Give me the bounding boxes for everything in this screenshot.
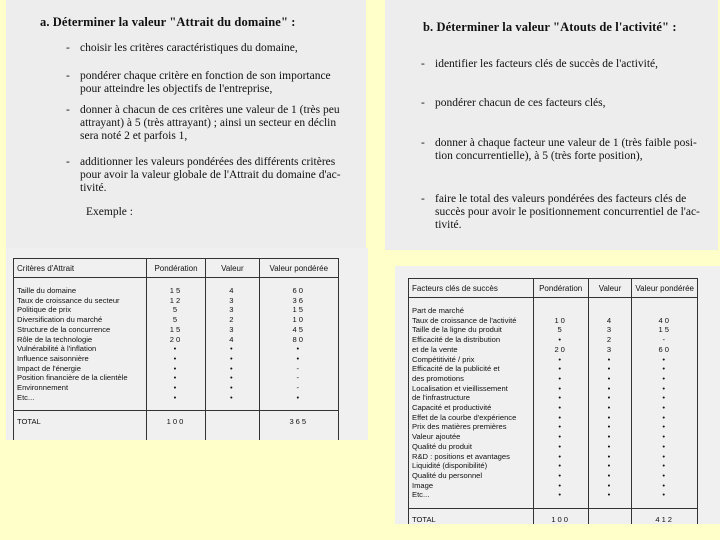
value-cell: • [146,354,205,364]
value-cell: 80 [259,335,338,345]
value-cell: • [632,490,698,500]
value-cell: • [588,374,632,384]
bullet-line: sera noté 2 et parfois 1, [80,130,188,142]
table-row [409,374,698,384]
value-cell: • [632,432,698,442]
value-cell: 36 [259,296,338,306]
bullet-line: pour atteindre les objectifs de l'entreprise, [80,83,273,95]
bullet-text [435,193,700,232]
bullet-text [80,104,340,143]
right-heading: b. Déterminer la valeur "Atouts de l'activité" : [423,20,677,34]
column-header: Valeur [206,259,259,278]
value-cell: 5 [146,305,205,315]
criterion-cell: Capacité et productivité [409,403,534,413]
table-row [409,355,698,365]
table-row [409,442,698,452]
value-cell: • [533,422,588,432]
criterion-cell: Diversification du marché [14,315,147,325]
table-row [409,452,698,462]
value-cell: • [588,442,632,452]
criterion-cell: Etc... [14,393,147,403]
value-cell: 4 [206,286,259,296]
bullet-dash: - [66,156,70,168]
value-cell: 45 [259,325,338,335]
total-row [14,411,339,440]
bullet-line: tivité. [435,219,462,231]
value-cell: • [632,452,698,462]
table-row [409,432,698,442]
value-cell: • [632,384,698,394]
value-cell: • [632,364,698,374]
column-header: Valeur pondérée [259,259,338,278]
bullet-dash: - [421,137,425,149]
bullet-dash: - [66,104,70,116]
table-row [409,481,698,491]
bullet-dash: - [421,97,425,109]
value-cell: • [146,383,205,393]
criterion-cell: Rôle de la technologie [14,335,147,345]
value-cell: • [632,442,698,452]
table-row [409,345,698,355]
value-cell: 3 [588,345,632,355]
table-row [409,461,698,471]
table-row [14,354,339,364]
value-cell: • [533,481,588,491]
value-cell: 10 [533,316,588,326]
value-cell: • [533,490,588,500]
spacer-cell [14,402,147,411]
bullet-line: pondérer chacun de ces facteurs clés, [435,97,606,109]
value-cell: 60 [259,286,338,296]
attrait-table [13,258,339,440]
criterion-cell: Vulnérabilité à l'inflation [14,344,147,354]
criterion-cell: R&D : positions et avantages [409,452,534,462]
bullet-text [435,137,697,163]
bullet-text [435,58,658,71]
value-cell: • [533,384,588,394]
value-cell: - [259,364,338,374]
spacer-cell [632,500,698,509]
total-value: 100 [533,509,588,524]
value-cell: • [588,364,632,374]
value-cell [632,306,698,316]
spacer-cell [146,402,205,411]
table-row [409,384,698,394]
value-cell: 15 [632,325,698,335]
value-cell: • [588,355,632,365]
table-row [409,490,698,500]
value-cell: • [146,393,205,403]
criterion-cell: Efficacité de la publicité et [409,364,534,374]
bullet-line: tivité. [80,182,107,194]
value-cell: • [146,364,205,374]
criterion-cell: Politique de prix [14,305,147,315]
value-cell: • [206,354,259,364]
value-cell: • [533,374,588,384]
total-label: TOTAL [14,411,147,440]
bullet-text [80,70,331,96]
value-cell: • [632,413,698,423]
table-row [14,315,339,325]
value-cell: • [533,335,588,345]
value-cell: • [588,490,632,500]
value-cell: • [206,393,259,403]
value-cell: • [632,422,698,432]
bullet-line: donner à chaque facteur une valeur de 1 (très faible posi- [435,137,697,149]
value-cell: - [632,335,698,345]
table-row [409,471,698,481]
criterion-cell: Position financière de la clientèle [14,373,147,383]
value-cell [533,306,588,316]
value-cell: 5 [146,315,205,325]
spacer-cell [259,402,338,411]
value-cell: • [533,413,588,423]
spacer-cell [409,500,534,509]
value-cell: • [533,364,588,374]
value-cell: • [533,471,588,481]
spacer-cell [533,500,588,509]
value-cell: • [533,393,588,403]
value-cell: 60 [632,345,698,355]
value-cell: • [259,393,338,403]
criterion-cell: Structure de la concurrence [14,325,147,335]
value-cell: 15 [146,286,205,296]
total-row [409,509,698,524]
total-value [206,411,259,440]
value-cell: 2 [206,315,259,325]
bullet-line: faire le total des valeurs pondérées des facteurs clés de [435,193,687,205]
criterion-cell: Efficacité de la distribution [409,335,534,345]
right-page [385,0,718,250]
column-header: Valeur pondérée [632,279,698,298]
value-cell: • [632,374,698,384]
column-header: Pondération [146,259,205,278]
value-cell: • [588,413,632,423]
table-row [14,383,339,393]
value-cell: • [259,344,338,354]
value-cell: • [588,422,632,432]
table-row [14,335,339,345]
criterion-cell: Effet de la courbe d'expérience [409,413,534,423]
bullet-dash: - [66,70,70,82]
bullet-line: attrayant) à 5 (très attrayant) ; ainsi un secteur en déclin [80,117,337,129]
bullet-line: donner à chacun de ces critères une valeur de 1 (très peu [80,104,340,116]
value-cell: • [588,393,632,403]
table-row [14,344,339,354]
value-cell: - [259,373,338,383]
bullet-line: choisir les critères caractéristiques du domaine, [80,42,298,54]
table-row [409,393,698,403]
bullet-line: pondérer chaque critère en fonction de son importance [80,70,331,82]
left-heading: a. Déterminer la valeur "Attrait du domaine" : [40,15,296,29]
table-row [409,413,698,423]
bullet-line: pour avoir la valeur globale de l'Attrait du domaine d'ac- [80,169,341,181]
value-cell: 15 [259,305,338,315]
column-header: Pondération [533,279,588,298]
column-header: Critères d'Attrait [14,259,147,278]
value-cell: • [146,373,205,383]
spacer-cell [588,500,632,509]
value-cell: • [206,344,259,354]
criterion-cell: Qualité du produit [409,442,534,452]
table-row [14,393,339,403]
bullet-line: additionner les valeurs pondérées des différents critères [80,156,336,168]
spacer-cell [409,298,534,307]
column-header: Facteurs clés de succès [409,279,534,298]
table-row [409,306,698,316]
criterion-cell: Taille du domaine [14,286,147,296]
table-row [14,364,339,374]
criterion-cell: Liquidité (disponibilité) [409,461,534,471]
bullet-line: identifier les facteurs clés de succès de l'activité, [435,58,659,70]
bullet-text [435,97,606,110]
value-cell: 3 [206,305,259,315]
value-cell: 4 [588,316,632,326]
bullet-text [80,42,298,55]
value-cell: • [632,471,698,481]
total-value [588,509,632,524]
criterion-cell: de l'infrastructure [409,393,534,403]
value-cell: • [146,344,205,354]
attrait-table-page [6,248,368,440]
spacer-cell [259,278,338,287]
value-cell: • [632,461,698,471]
criterion-cell: Valeur ajoutée [409,432,534,442]
criterion-cell: Taille de la ligne du produit [409,325,534,335]
value-cell: 20 [146,335,205,345]
value-cell: • [588,461,632,471]
atouts-table [408,278,698,524]
value-cell: • [588,452,632,462]
criterion-cell: Etc... [409,490,534,500]
value-cell: 12 [146,296,205,306]
value-cell: 4 [206,335,259,345]
criterion-cell: Taux de croissance du secteur [14,296,147,306]
total-value: 412 [632,509,698,524]
table-row [409,403,698,413]
value-cell: • [533,403,588,413]
criterion-cell: Taux de croissance de l'activité [409,316,534,326]
value-cell: 2 [588,335,632,345]
atouts-table-page [395,266,720,524]
value-cell: - [259,383,338,393]
value-cell: • [206,373,259,383]
bullet-line: tion concurrentielle), à 5 (très forte position), [435,150,643,162]
criterion-cell: et de la vente [409,345,534,355]
bullet-dash: - [66,42,70,54]
spacer-cell [14,278,147,287]
criterion-cell: Prix des matières premières [409,422,534,432]
value-cell: 20 [533,345,588,355]
spacer-cell [588,298,632,307]
value-cell: • [259,354,338,364]
table-row [14,373,339,383]
total-value: 100 [146,411,205,440]
value-cell: 3 [588,325,632,335]
table-row [409,335,698,345]
spacer-cell [146,278,205,287]
value-cell: • [588,481,632,491]
value-cell: • [632,403,698,413]
criterion-cell: Influence saisonnière [14,354,147,364]
value-cell: • [588,471,632,481]
value-cell: • [533,461,588,471]
spacer-cell [533,298,588,307]
criterion-cell: Environnement [14,383,147,393]
criterion-cell: Qualité du personnel [409,471,534,481]
value-cell: • [533,452,588,462]
criterion-cell: Impact de l'énergie [14,364,147,374]
column-header: Valeur [588,279,632,298]
criterion-cell: Image [409,481,534,491]
bullet-text [80,156,341,195]
value-cell: • [533,355,588,365]
table-row [14,325,339,335]
value-cell: • [533,432,588,442]
value-cell: 5 [533,325,588,335]
total-value: 365 [259,411,338,440]
value-cell: • [206,383,259,393]
table-row [409,325,698,335]
value-cell: • [588,403,632,413]
example-label: Exemple : [86,206,133,218]
value-cell: 40 [632,316,698,326]
value-cell: 10 [259,315,338,325]
value-cell: • [588,384,632,394]
total-label: TOTAL [409,509,534,524]
value-cell: • [588,432,632,442]
table-row [409,364,698,374]
spacer-cell [206,402,259,411]
criterion-cell: des promotions [409,374,534,384]
value-cell: 3 [206,325,259,335]
bullet-line: succès pour avoir le positionnement concurrentiel de l'ac- [435,206,700,218]
table-row [14,286,339,296]
value-cell: • [632,481,698,491]
criterion-cell: Localisation et vieillissement [409,384,534,394]
bullet-dash: - [421,58,425,70]
value-cell: • [533,442,588,452]
value-cell: 15 [146,325,205,335]
value-cell [588,306,632,316]
value-cell: • [632,355,698,365]
table-row [409,316,698,326]
spacer-cell [632,298,698,307]
value-cell: 3 [206,296,259,306]
value-cell: • [632,393,698,403]
table-row [409,422,698,432]
spacer-cell [206,278,259,287]
table-row [14,296,339,306]
table-row [14,305,339,315]
bullet-dash: - [421,193,425,205]
value-cell: • [206,364,259,374]
criterion-cell: Compétitivité / prix [409,355,534,365]
criterion-cell: Part de marché [409,306,534,316]
